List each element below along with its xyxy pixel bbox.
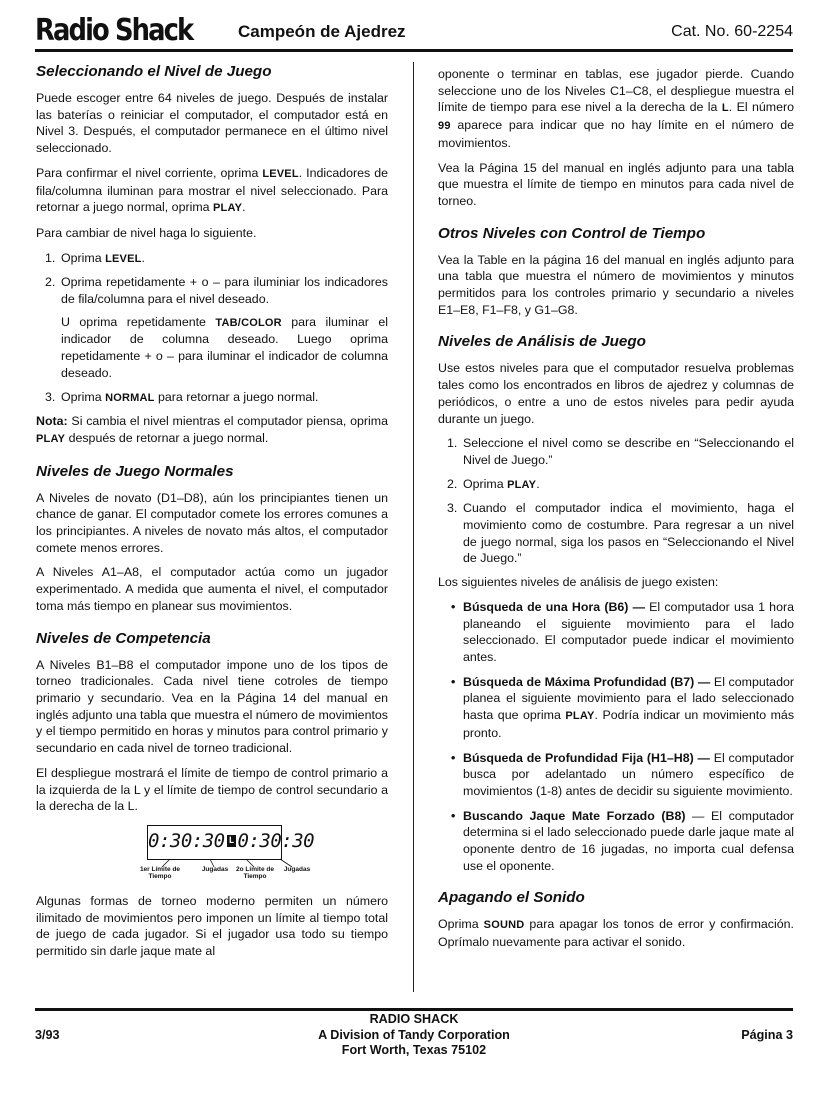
list-item: • Búsqueda de una Hora (B6) — El computador usa 1 hora planeando el siguiente movimiento para el lado seleccionado. El computador puede indicar el movimiento antes. — [451, 599, 794, 664]
catalog-number: Cat. No. 60-2254 — [671, 23, 793, 40]
paragraph: Los siguientes niveles de análisis de juego existen: — [438, 575, 719, 590]
key-label: PLAY — [565, 710, 595, 723]
key-label: 99 — [438, 120, 451, 133]
header-rule — [35, 49, 793, 52]
list-item: 1. Oprima LEVEL. — [45, 250, 145, 265]
section-niveles-competencia — [36, 629, 388, 960]
list-item: • Búsqueda de Máxima Profundidad (B7) — El computador planea el siguiente movimiento para el lado seleccionado hasta que oprima PLAY. Podría indicar un movimiento más pronto. — [451, 674, 795, 740]
lcd-callout-lines — [36, 823, 388, 887]
footer-company: RADIO SHACK A Division of Tandy Corporation Fort Worth, Texas 75102 — [318, 1012, 510, 1057]
lcd-label: Jugadas — [283, 865, 311, 873]
key-label: PLAY — [213, 202, 243, 215]
key-label: PLAY — [36, 432, 66, 445]
key-label: SOUND — [483, 919, 525, 932]
paragraph: Oprima SOUND para apagar los tonos de error y confirmación. Oprímalo nuevamente para activar el sonido. — [438, 917, 794, 950]
lcd-l-indicator: L — [228, 836, 234, 847]
section-seleccionando — [36, 62, 388, 448]
note: Nota: Si cambia el nivel mientras el computador piensa, oprima PLAY después de retornar a juego normal. — [36, 414, 388, 445]
key-label: NORMAL — [105, 391, 155, 404]
section-heading: Apagando el Sonido — [438, 889, 585, 907]
analysis-levels-list — [438, 599, 794, 875]
key-label: PLAY — [507, 478, 537, 491]
right-column — [438, 66, 794, 959]
section-otros-niveles — [438, 224, 794, 319]
paragraph: Vea la Página 15 del manual en inglés adjunto para una tabla que muestra el límite de tiempo en minutos para cada nivel de torneo. — [438, 160, 794, 208]
section-heading: Seleccionando el Nivel de Juego — [36, 63, 272, 80]
list-item: 3. Oprima NORMAL para retornar a juego normal. — [45, 389, 319, 404]
paragraph: Para confirmar el nivel corriente, oprima LEVEL. Indicadores de fila/columna iluminan para mostrar el nivel seleccionado. Para retornar a juego normal, oprima PLAY. — [36, 165, 388, 215]
list-item: 3. Cuando el computador indica el movimiento, haga el movimiento como de costumbre. Para regresar a un nivel de juego normal, siga los pasos en “Seleccionando el Nivel de Juego.” — [447, 501, 794, 566]
key-label: LEVEL — [105, 252, 142, 265]
section-heading: Niveles de Competencia — [36, 629, 211, 647]
section-niveles-normales — [36, 462, 388, 615]
lcd-label: Jugadas — [201, 865, 229, 873]
lcd-display-figure — [36, 823, 388, 887]
paragraph: Puede escoger entre 64 niveles de juego. Después de instalar las baterías o reiniciar el computador, el computador está en Nivel 3. Después, el computador permanece en el último nivel seleccionado. — [36, 91, 388, 156]
section-analisis — [438, 332, 794, 874]
lcd-primary-time: 0:30:30 — [148, 829, 225, 852]
section-heading: Niveles de Análisis de Juego — [438, 333, 646, 351]
steps-list — [438, 435, 794, 567]
section-heading: Niveles de Juego Normales — [36, 462, 234, 480]
lcd-secondary-time: 0:30:30 — [237, 829, 315, 852]
paragraph: Algunas formas de torneo moderno permiten un número ilimitado de movimientos pero imponen un límite al tiempo total de juego de cada jugador. Si el jugador usa todo su tiempo permitido sin darle jaque mate al — [36, 893, 388, 959]
document-title: Campeón de Ajedrez — [238, 22, 406, 41]
lcd-label: 1er Límite de Tiempo — [139, 865, 181, 881]
column-divider — [413, 62, 414, 992]
list-item: 1. Seleccione el nivel como se describe en “Seleccionando el Nivel de Juego.” — [447, 436, 794, 467]
section-heading: Otros Niveles con Control de Tiempo — [438, 224, 706, 242]
footer-rule — [35, 1008, 793, 1011]
page-header — [35, 14, 793, 48]
brand-logo: Radio Shack — [35, 13, 193, 48]
left-column — [36, 62, 388, 968]
paragraph: A Niveles A1–A8, el computador actúa como un jugador experimentado. A medida que aumenta el nivel, el computador toma más tiempo en planear sus movimientos. — [36, 565, 388, 613]
key-label: TAB/COLOR — [215, 316, 282, 329]
paragraph: Para cambiar de nivel haga lo siguiente. — [36, 225, 257, 240]
key-label: LEVEL — [262, 167, 299, 180]
paragraph: Use estos niveles para que el computador resuelva problemas tales como los encontrados en libros de ajedrez y columnas de periódicos, o entre a uno de estos niveles para pedir ayuda durante un juego. — [438, 361, 794, 426]
list-item: • Búsqueda de Profundidad Fija (H1–H8) — El computador busca por adelantado un número específico de movimientos (1-8) antes de decidir su siguiente movimiento. — [451, 750, 794, 798]
footer-date: 3/93 — [35, 1028, 60, 1042]
section-sonido — [438, 888, 794, 950]
list-item: 2. Oprima repetidamente + o – para iluminiar los indicadores de fila/columna para el nivel deseado. U oprima repetidamente TAB/COLOR para iluminar el indicador de columna deseado. Luego oprima repetidamente + o – para iluminar el indicador de columna deseado. — [45, 275, 388, 380]
list-item: 2. Oprima PLAY. — [447, 476, 540, 491]
sub-paragraph: U oprima repetidamente TAB/COLOR para iluminar el indicador de columna deseado. Luego oprima repetidamente + o – para iluminar el indicador de columna deseado. — [61, 314, 388, 380]
page-number: Página 3 — [741, 1028, 793, 1042]
paragraph: A Niveles de novato (D1–D8), aún los principiantes tienen un chance de ganar. El computador comete los errores comunes a los principiantes. A niveles de novato más altos, el computador comete menos errores. — [36, 490, 388, 555]
paragraph: El despliegue mostrará el límite de tiempo de control primario a la izquierda de la L y el límite de tiempo de control secundario a la derecha de la L. — [36, 765, 388, 814]
list-item: • Buscando Jaque Mate Forzado (B8) — El computador determina si el lado seleccionado puede darle jaque mate al oponente dentro de 16 jugadas, no importa cual defensa use el oponente. — [451, 808, 794, 873]
paragraph: oponente o terminar en tablas, ese jugador pierde. Cuando seleccione uno de los Niveles C1–C8, el despliegue muestra el límite de tiempo para ese nivel a la derecha de la L. El número 99 aparece para indicar que no hay límite en el número de movimientos. — [438, 67, 794, 150]
lcd-label: 2o Límite de Tiempo — [236, 865, 274, 881]
paragraph: A Niveles B1–B8 el computador impone uno de los tipos de torneo tradicionales. Cada nivel tiene cotroles de tiempo primario y secundario. Vea en la Página 14 del manual en inglés adjunto una tabla que muestra el número de movimientos y el tiempo permitido en horas y minutos para control primario y secundario en cada nivel de torneo tradicional. — [36, 657, 388, 756]
key-label: L — [721, 102, 729, 115]
paragraph: Vea la Table en la página 16 del manual en inglés adjunto para una tabla que muestra el número de movimientos y minutos permitidos para los controles primario y secundario a niveles E1–E8, F1–F8, y G1–G8. — [438, 252, 794, 317]
steps-list — [36, 250, 388, 407]
